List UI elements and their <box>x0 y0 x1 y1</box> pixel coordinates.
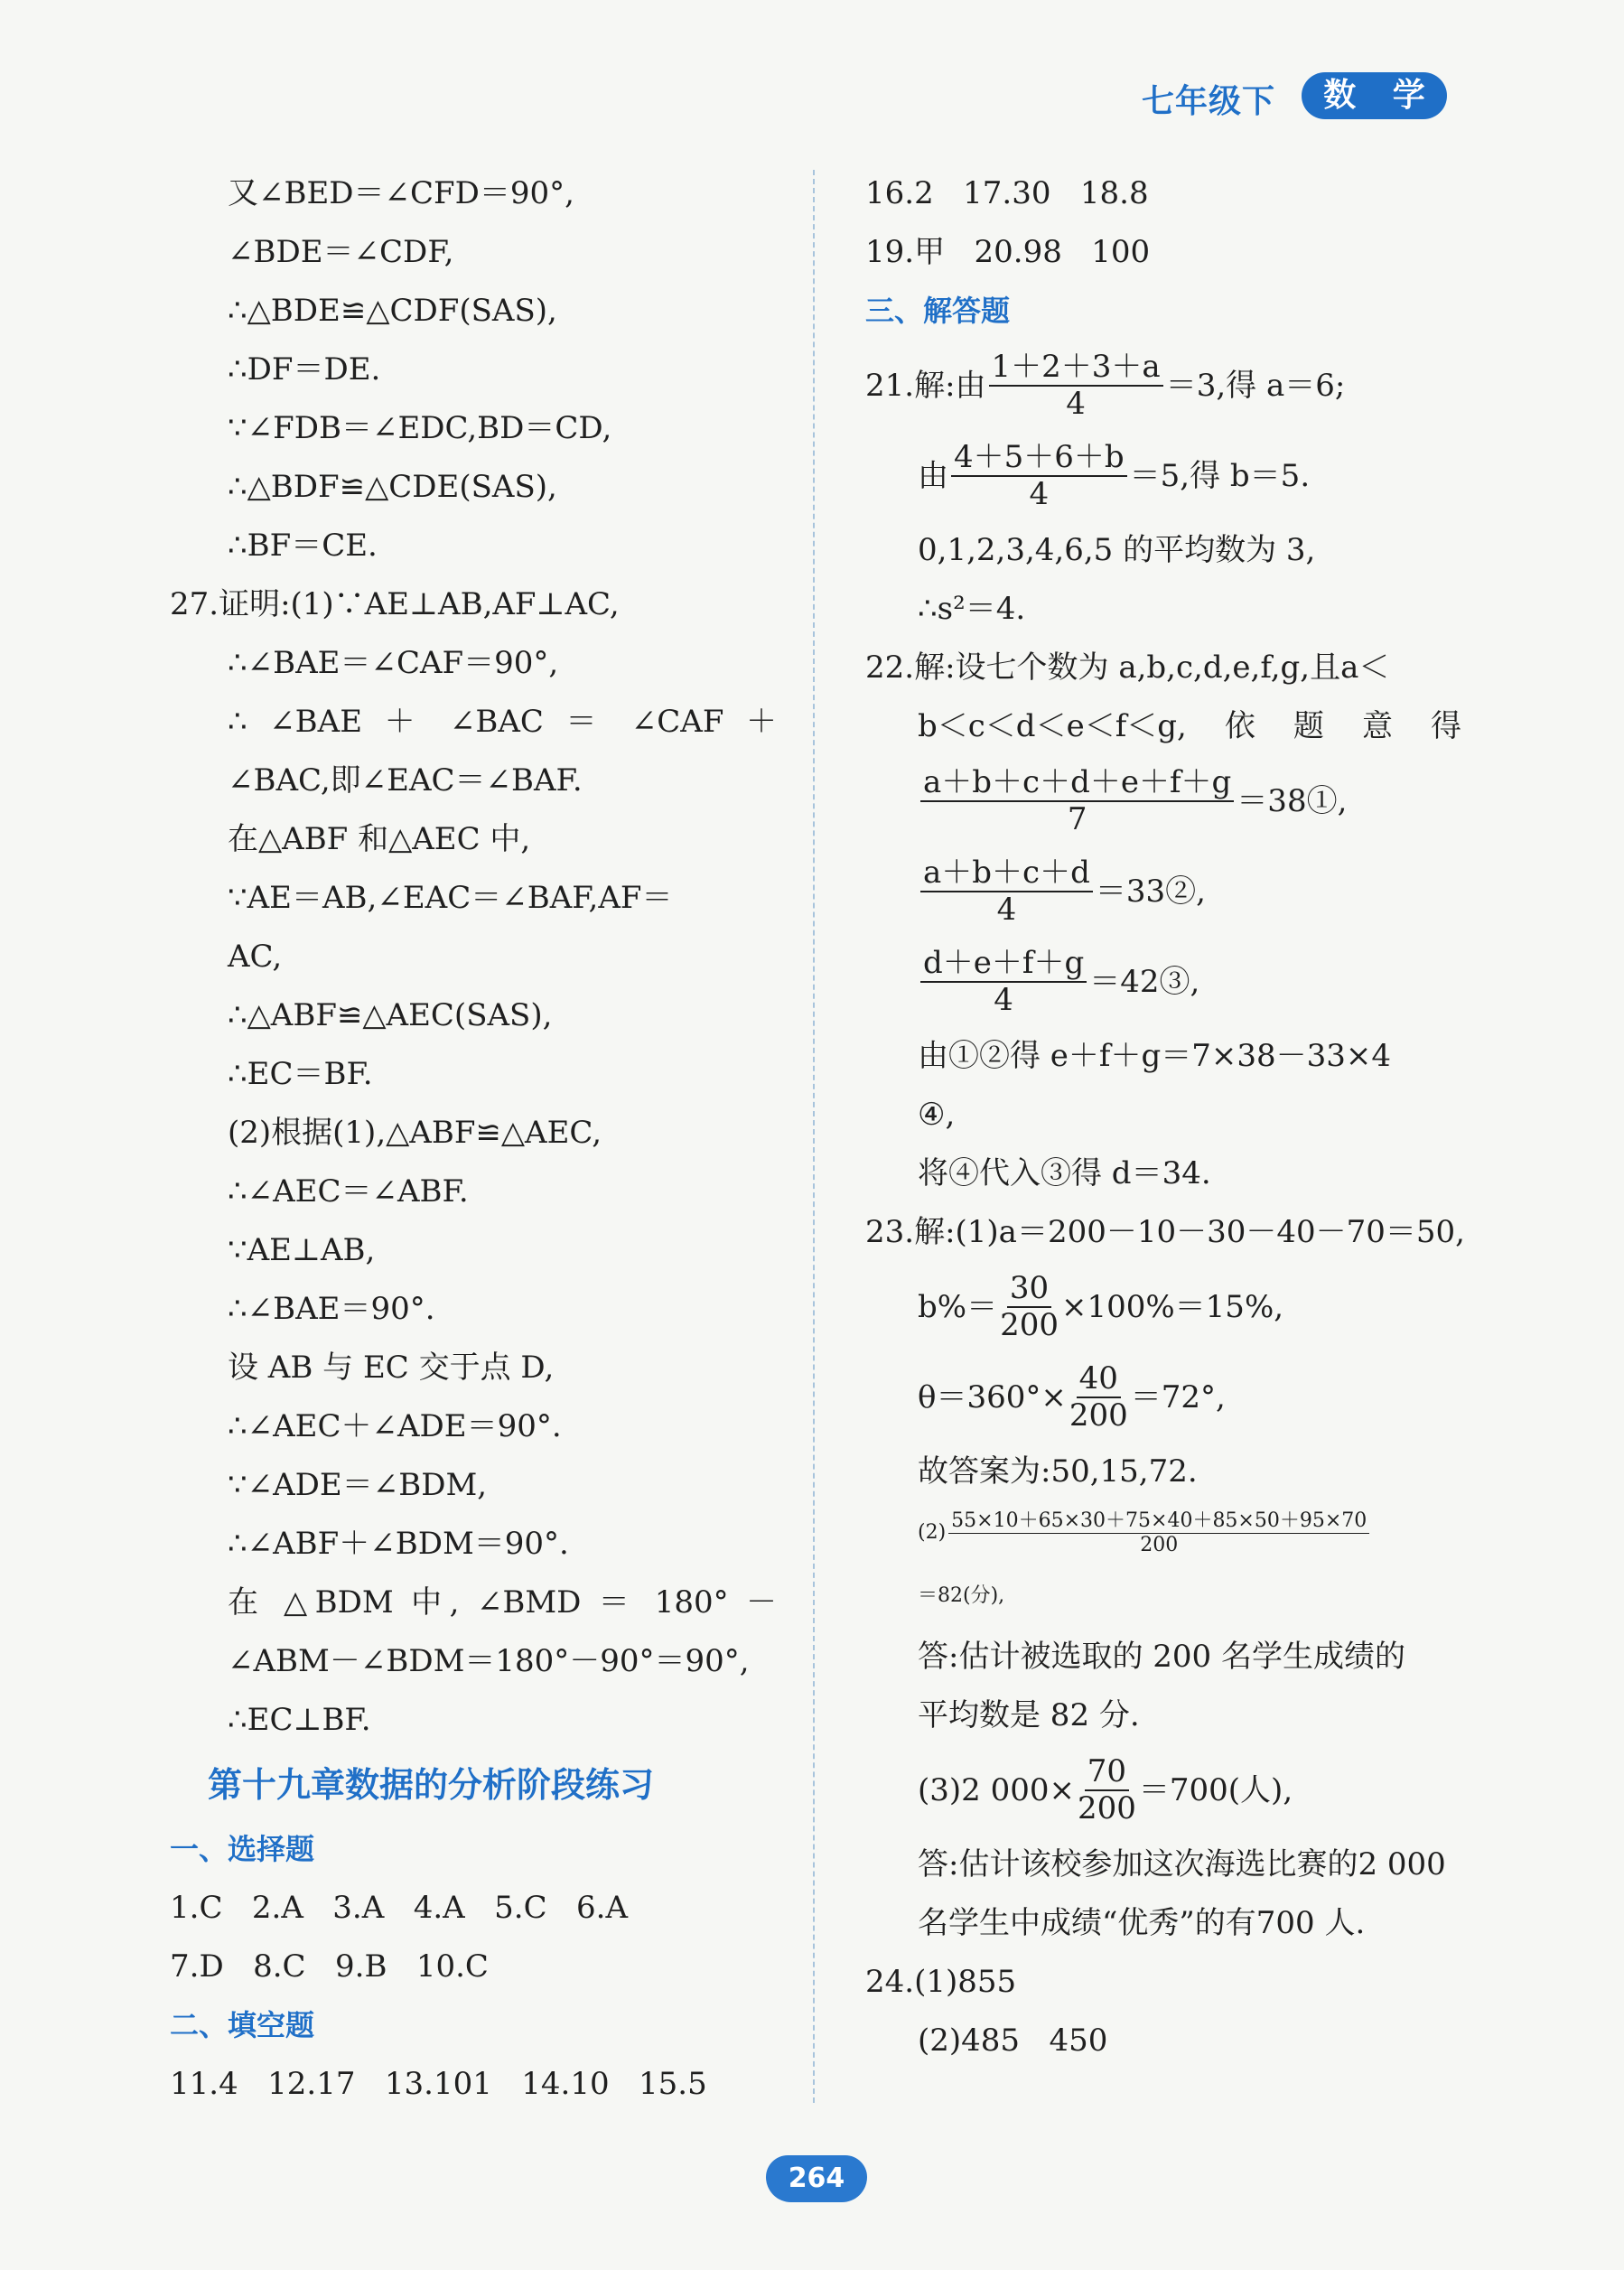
q27-line: ∴EC＝BF. <box>228 1056 373 1092</box>
q23-part2-line <box>865 1501 1461 1565</box>
q27-line: 在 △BDM 中, ∠BMD ＝ 180° － <box>228 1584 777 1621</box>
q27-line: ∴∠BAE＝∠CAF＝90°, <box>228 645 559 681</box>
q27-line: ∴∠AEC＝∠ABF. <box>228 1173 469 1210</box>
q27-line: ∠BAC,即∠EAC＝∠BAF. <box>228 762 583 799</box>
denominator: 4 <box>996 892 1017 928</box>
grade-label: 七年级下 <box>1142 83 1276 120</box>
proof-line: ∠BDE＝∠CDF, <box>228 234 454 270</box>
q23-line: 答:估计该校参加这次海选比赛的2 000 <box>918 1846 1446 1882</box>
q23-line: 故答案为:50,15,72. <box>918 1453 1198 1490</box>
q27-heading: 27.证明:(1)∵AE⊥AB,AF⊥AC, <box>170 586 620 622</box>
numerator: 30 <box>1007 1271 1051 1308</box>
proof-line: ∵∠FDB＝∠EDC,BD＝CD, <box>228 410 612 446</box>
fraction <box>920 946 1087 1018</box>
text: ＝42③, <box>1089 963 1200 1000</box>
q27-line: AC, <box>228 939 283 975</box>
q23-b-line <box>865 1262 1461 1352</box>
section-title-fill: 二、填空题 <box>170 2008 315 2042</box>
denominator: 200 <box>1000 1307 1059 1343</box>
numerator: a＋b＋c＋d <box>920 855 1093 892</box>
q27-line: ∴∠BAE＝90°. <box>228 1291 435 1327</box>
q21-line: ∴s²＝4. <box>918 591 1026 627</box>
right-column <box>865 164 1465 2070</box>
q27-line: ∴∠AEC＋∠ADE＝90°. <box>228 1408 562 1444</box>
fraction <box>1000 1271 1059 1343</box>
text: ＝5,得 b＝5. <box>1129 457 1311 494</box>
text: (2) <box>918 1520 947 1544</box>
denominator: 200 <box>1069 1397 1128 1434</box>
q27-line: ∴ ∠BAE ＋ ∠BAC ＝ ∠CAF ＋ <box>228 704 777 740</box>
fraction <box>1069 1361 1128 1434</box>
q24-line: (2)485 450 <box>918 2022 1108 2059</box>
answer-row: 7.D 8.C 9.B 10.C <box>170 1948 489 1985</box>
q27-line: ∴△ABF≌△AEC(SAS), <box>228 997 553 1033</box>
q22-heading: 22.解:设七个数为 a,b,c,d,e,f,g,且a＜ <box>865 649 1390 686</box>
q27-line: ∠ABM－∠BDM＝180°－90°＝90°, <box>228 1643 750 1679</box>
q27-line: ∴EC⊥BF. <box>228 1702 371 1738</box>
q22-line: 将④代入③得 d＝34. <box>918 1155 1211 1191</box>
q22-line: 由①②得 e＋f＋g＝7×38－33×4 <box>918 1038 1392 1074</box>
text: ×100%＝15%, <box>1060 1288 1284 1325</box>
chapter-title: 第十九章数据的分析阶段练习 <box>208 1765 655 1805</box>
fraction <box>1078 1754 1136 1826</box>
proof-line: ∴DF＝DE. <box>228 351 381 388</box>
text: ＝700(人), <box>1138 1771 1293 1808</box>
q27-line: 设 AB 与 EC 交于点 D, <box>228 1350 555 1386</box>
q27-line: ∵AE⊥AB, <box>228 1232 376 1268</box>
q23-line: 平均数是 82 分. <box>918 1697 1140 1733</box>
left-column <box>170 164 777 2114</box>
q23-part3-line <box>865 1745 1461 1836</box>
proof-line: ∴△BDF≌△CDE(SAS), <box>228 469 557 505</box>
answer-row: 1.C 2.A 3.A 4.A 5.C 6.A <box>170 1890 628 1926</box>
fraction <box>951 440 1127 512</box>
subject-badge: 数 学 <box>1302 72 1447 119</box>
answer-row: 16.2 17.30 18.8 <box>865 175 1149 211</box>
q21-line: 0,1,2,3,4,6,5 的平均数为 3, <box>918 532 1316 568</box>
fraction <box>920 855 1093 928</box>
proof-line: ∴△BDE≌△CDF(SAS), <box>228 293 557 329</box>
denominator: 4 <box>1066 386 1086 422</box>
fraction <box>920 765 1234 837</box>
section-title-choice: 一、选择题 <box>170 1832 315 1866</box>
denominator: 200 <box>1140 1533 1179 1556</box>
numerator: 40 <box>1077 1361 1121 1398</box>
numerator: d＋e＋f＋g <box>920 946 1087 983</box>
text: ＝72°, <box>1130 1378 1226 1415</box>
text: ＝33②, <box>1095 873 1206 910</box>
text: ＝38①, <box>1237 782 1348 819</box>
q21-line-b <box>865 431 1461 521</box>
q27-line: (2)根据(1),△ABF≌△AEC, <box>228 1115 602 1151</box>
text: b%＝ <box>918 1288 998 1325</box>
q22-formula-3 <box>865 937 1461 1027</box>
denominator: 4 <box>994 982 1013 1018</box>
section-title-solve: 三、解答题 <box>865 294 1011 328</box>
numerator: 1＋2＋3＋a <box>989 350 1163 387</box>
text: 由 <box>918 457 948 494</box>
page-number: 264 <box>766 2155 867 2202</box>
numerator: 70 <box>1085 1754 1129 1791</box>
q24-heading: 24.(1)855 <box>865 1964 1017 2000</box>
text: θ＝360°× <box>918 1378 1067 1415</box>
q27-line: ∵AE＝AB,∠EAC＝∠BAF,AF＝ <box>228 880 673 916</box>
answer-row: 19.甲 20.98 100 <box>865 234 1151 270</box>
column-divider <box>813 170 815 2103</box>
q23-theta-line <box>865 1352 1461 1443</box>
q22-formula-1 <box>865 756 1461 846</box>
numerator: 4＋5＋6＋b <box>951 440 1127 477</box>
fraction <box>989 350 1163 422</box>
denominator: 4 <box>1029 476 1050 512</box>
q22-formula-2 <box>865 846 1461 937</box>
numerator: 55×10＋65×30＋75×40＋85×50＋95×70 <box>948 1509 1369 1533</box>
text: ＝3,得 a＝6; <box>1165 367 1346 404</box>
denominator: 7 <box>1067 801 1087 837</box>
q27-line: ∵∠ADE＝∠BDM, <box>228 1467 488 1503</box>
q23-line: 答:估计被选取的 200 名学生成绩的 <box>918 1639 1405 1675</box>
q27-line: ∴∠ABF＋∠BDM＝90°. <box>228 1526 569 1562</box>
q27-line: 在△ABF 和△AEC 中, <box>228 821 531 857</box>
proof-line: ∴BF＝CE. <box>228 528 378 564</box>
q23-line: ＝82(分), <box>918 1584 1005 1607</box>
q22-line: ④, <box>918 1097 956 1133</box>
denominator: 200 <box>1077 1790 1136 1826</box>
q23-heading: 23.解:(1)a＝200－10－30－40－70＝50, <box>865 1214 1465 1250</box>
fraction <box>948 1509 1369 1556</box>
q22-line: b＜c＜d＜e＜f＜g,依题意得 <box>918 708 1461 744</box>
numerator: a＋b＋c＋d＋e＋f＋g <box>920 765 1234 802</box>
answer-row: 11.4 12.17 13.101 14.10 15.5 <box>170 2066 707 2102</box>
q23-line: 名学生中成绩“优秀”的有700 人. <box>918 1905 1366 1941</box>
text: (3)2 000× <box>918 1771 1075 1808</box>
q21-line-a <box>865 341 1461 431</box>
text: 21.解:由 <box>865 367 986 404</box>
proof-line: 又∠BED＝∠CFD＝90°, <box>228 175 574 211</box>
